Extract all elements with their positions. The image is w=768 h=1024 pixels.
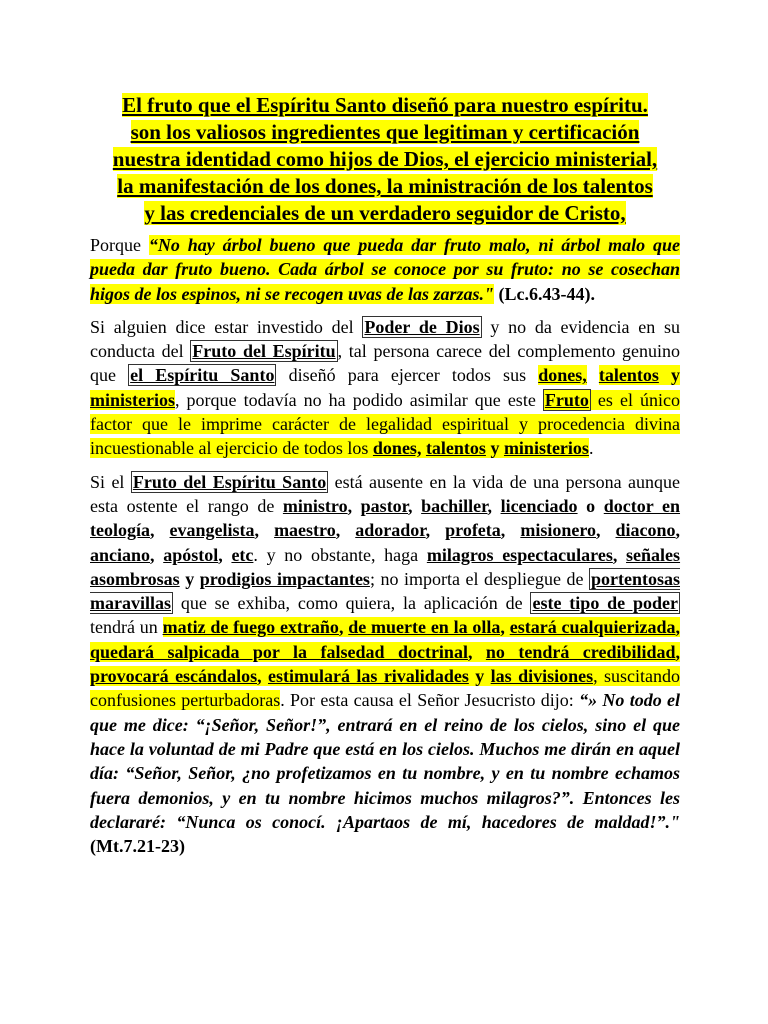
p3-key-ministro: ministro bbox=[282, 495, 348, 516]
p3-key-las-divisiones: las divisiones bbox=[490, 666, 594, 687]
p3-text-1: Si el bbox=[90, 471, 131, 492]
p3-sep-5: o bbox=[577, 495, 604, 516]
p3-sep-10: , bbox=[500, 520, 521, 541]
p3-sep-4: , bbox=[487, 495, 501, 516]
p3-sep-17: y bbox=[179, 568, 200, 589]
p2-key-dones-2: dones, bbox=[372, 438, 422, 459]
p3-sep-21: , bbox=[338, 617, 349, 638]
p3-key-pastor: pastor bbox=[360, 495, 409, 516]
p3-key-prodigios-impactantes: prodigios impactantes bbox=[199, 568, 370, 589]
p2-text-7: , porque todavía no ha podido asimilar que este bbox=[175, 389, 543, 410]
p2-text-5 bbox=[587, 365, 599, 385]
paragraph-2 bbox=[90, 315, 680, 461]
p1-quote: “No hay árbol bueno que pueda dar fruto malo, ni árbol malo que pueda dar fruto bueno. Cada árbol se conoce por su fruto: no se cosechan higos de los espinos, ni se recogen uvas de las zarzas." bbox=[90, 235, 680, 304]
p3-key-estara-cualquierizada: estará cualquierizada bbox=[509, 617, 676, 638]
p3-text-4: ; no importa el despliegue de bbox=[369, 568, 589, 589]
p2-text-1: Si alguien dice estar investido del bbox=[90, 316, 363, 337]
title-line-4: la manifestación de los dones, la ministración de los talentos bbox=[117, 174, 653, 198]
p2-key-ministerios: ministerios bbox=[90, 389, 175, 410]
p3-sep-2: , bbox=[347, 495, 361, 516]
p2-text-11: . bbox=[588, 438, 594, 459]
p2-key-poder-de-dios: Poder de Dios bbox=[364, 316, 480, 337]
p3-key-senales-asombrosas: señales asombrosas bbox=[90, 544, 681, 589]
p3-sep-14: , bbox=[218, 544, 232, 565]
p2-text-4: diseñó para ejercer todos sus bbox=[276, 365, 539, 386]
p3-sep-3: , bbox=[408, 495, 422, 516]
p3-key-misionero: misionero bbox=[520, 520, 596, 541]
p2-text-3: , tal persona carece del complemento genuino que bbox=[90, 341, 680, 386]
p3-sep-13: , bbox=[150, 544, 164, 565]
p3-key-maestro: maestro bbox=[274, 520, 336, 541]
p2-text-6: y bbox=[658, 365, 681, 386]
p3-key-anciano: anciano bbox=[90, 544, 151, 565]
p3-sep-23: , bbox=[675, 617, 681, 638]
p3-quote: “» No todo el que me dice: “¡Señor, Señor!”, entrará en el reino de los cielos, sino el que hace la voluntad de mi Padre que está en los cielos. Muchos me dirán en aquel día: “Señor, Señor, ¿no profetizamos en tu nombre, y en tu nombre echamos fuera demonios, y en tu nombre hicimos muchos milagros?”. Entonces les declararé: “Nunca os conocí. ¡Apartaos de mí, hacedores de maldad!”." bbox=[90, 690, 680, 832]
p3-key-bachiller: bachiller bbox=[421, 495, 488, 516]
title-line-3: nuestra identidad como hijos de Dios, el ejercicio ministerial, bbox=[112, 147, 658, 171]
p3-key-de-muerte-en-la-olla: de muerte en la olla bbox=[348, 617, 501, 638]
p1-lead: Porque bbox=[90, 235, 149, 255]
p2-text-2: y no da evidencia en su conducta del bbox=[90, 316, 680, 362]
title-line-1: El fruto que el Espíritu Santo diseñó para nuestro espíritu. bbox=[122, 93, 648, 117]
p3-sep-26: , bbox=[257, 666, 268, 687]
p3-sep-12: , bbox=[675, 520, 681, 541]
p3-sep-16: , bbox=[612, 544, 627, 565]
p3-key-apostol: apóstol bbox=[163, 544, 219, 565]
p3-key-licenciado: licenciado bbox=[500, 495, 578, 516]
p3-key-estimulara-las-rivalidades: estimulará las rivalidades bbox=[268, 666, 469, 687]
p3-sep-9: , bbox=[425, 520, 446, 541]
p3-key-portentosas-maravillas: portentosas maravillas bbox=[90, 568, 680, 614]
p3-key-fruto-del-espiritu-santo: Fruto del Espíritu Santo bbox=[132, 471, 327, 492]
document-title bbox=[90, 92, 680, 227]
p3-sep-8: , bbox=[335, 520, 356, 541]
p3-sep-27: y bbox=[468, 666, 491, 687]
p2-key-el-espiritu-santo: el Espíritu Santo bbox=[130, 365, 275, 386]
p2-text-8: es el único factor que le imprime carácter de legalidad espiritual y procedencia divina incuestionable al ejercicio de todos los bbox=[90, 389, 680, 459]
p3-key-quedara-salpicada: quedará salpicada por la falsedad doctrinal bbox=[90, 641, 468, 662]
p3-sep-6: , bbox=[150, 520, 170, 541]
p2-key-fruto: Fruto bbox=[544, 389, 589, 410]
p3-text-2: está ausente en la vida de una persona aunque esta ostente el rango de bbox=[90, 471, 680, 516]
p3-text-7: , suscitando confusiones perturbadoras bbox=[90, 666, 681, 711]
p3-key-provocara-escandalos: provocará escándalos bbox=[90, 666, 258, 687]
p3-text-8: . Por esta causa el Señor Jesucristo dijo: bbox=[280, 690, 580, 711]
p3-sep-25: , bbox=[675, 641, 680, 662]
p3-text-6: tendrá un bbox=[90, 617, 163, 638]
p2-key-ministerios-2: ministerios bbox=[503, 438, 589, 459]
p3-key-diacono: diacono bbox=[615, 520, 676, 541]
p3-sep-22: , bbox=[500, 617, 510, 638]
paragraph-1 bbox=[90, 233, 680, 306]
p3-key-matiz-de-fuego-extrano: matiz de fuego extraño bbox=[162, 617, 339, 638]
p2-key-fruto-del-espiritu: Fruto del Espíritu bbox=[192, 341, 336, 362]
paragraph-3 bbox=[90, 470, 680, 859]
p3-key-milagros-espectaculares: milagros espectaculares bbox=[426, 544, 613, 565]
p2-text-10: y bbox=[485, 438, 504, 459]
p3-key-evangelista: evangelista bbox=[169, 520, 255, 541]
title-line-5: y las credenciales de un verdadero seguidor de Cristo, bbox=[144, 201, 626, 225]
p3-text-3: . y no obstante, haga bbox=[253, 544, 427, 565]
p2-key-talentos: talentos bbox=[598, 365, 659, 386]
p3-key-etc: etc bbox=[231, 544, 254, 565]
title-line-2: son los valiosos ingredientes que legitiman y certificación bbox=[130, 120, 640, 144]
p3-key-este-tipo-de-poder: este tipo de poder bbox=[532, 593, 679, 614]
p3-key-adorador: adorador bbox=[355, 520, 426, 541]
p3-reference: (Mt.7.21-23) bbox=[90, 836, 185, 857]
p3-sep-11: , bbox=[596, 520, 616, 541]
p2-key-talentos-2: talentos bbox=[425, 438, 486, 459]
p2-key-dones: dones, bbox=[538, 365, 587, 386]
p3-text-5: que se exhiba, como quiera, la aplicación de bbox=[173, 593, 531, 614]
p3-sep-24: , bbox=[467, 641, 486, 662]
p3-sep-7: , bbox=[254, 520, 275, 541]
p3-key-no-tendra-credibilidad: no tendrá credibilidad bbox=[485, 641, 676, 662]
p1-reference: (Lc.6.43-44). bbox=[494, 283, 596, 304]
p3-key-doctor-en-teologia: doctor en teología bbox=[90, 495, 681, 541]
p3-key-profeta: profeta bbox=[445, 520, 501, 541]
